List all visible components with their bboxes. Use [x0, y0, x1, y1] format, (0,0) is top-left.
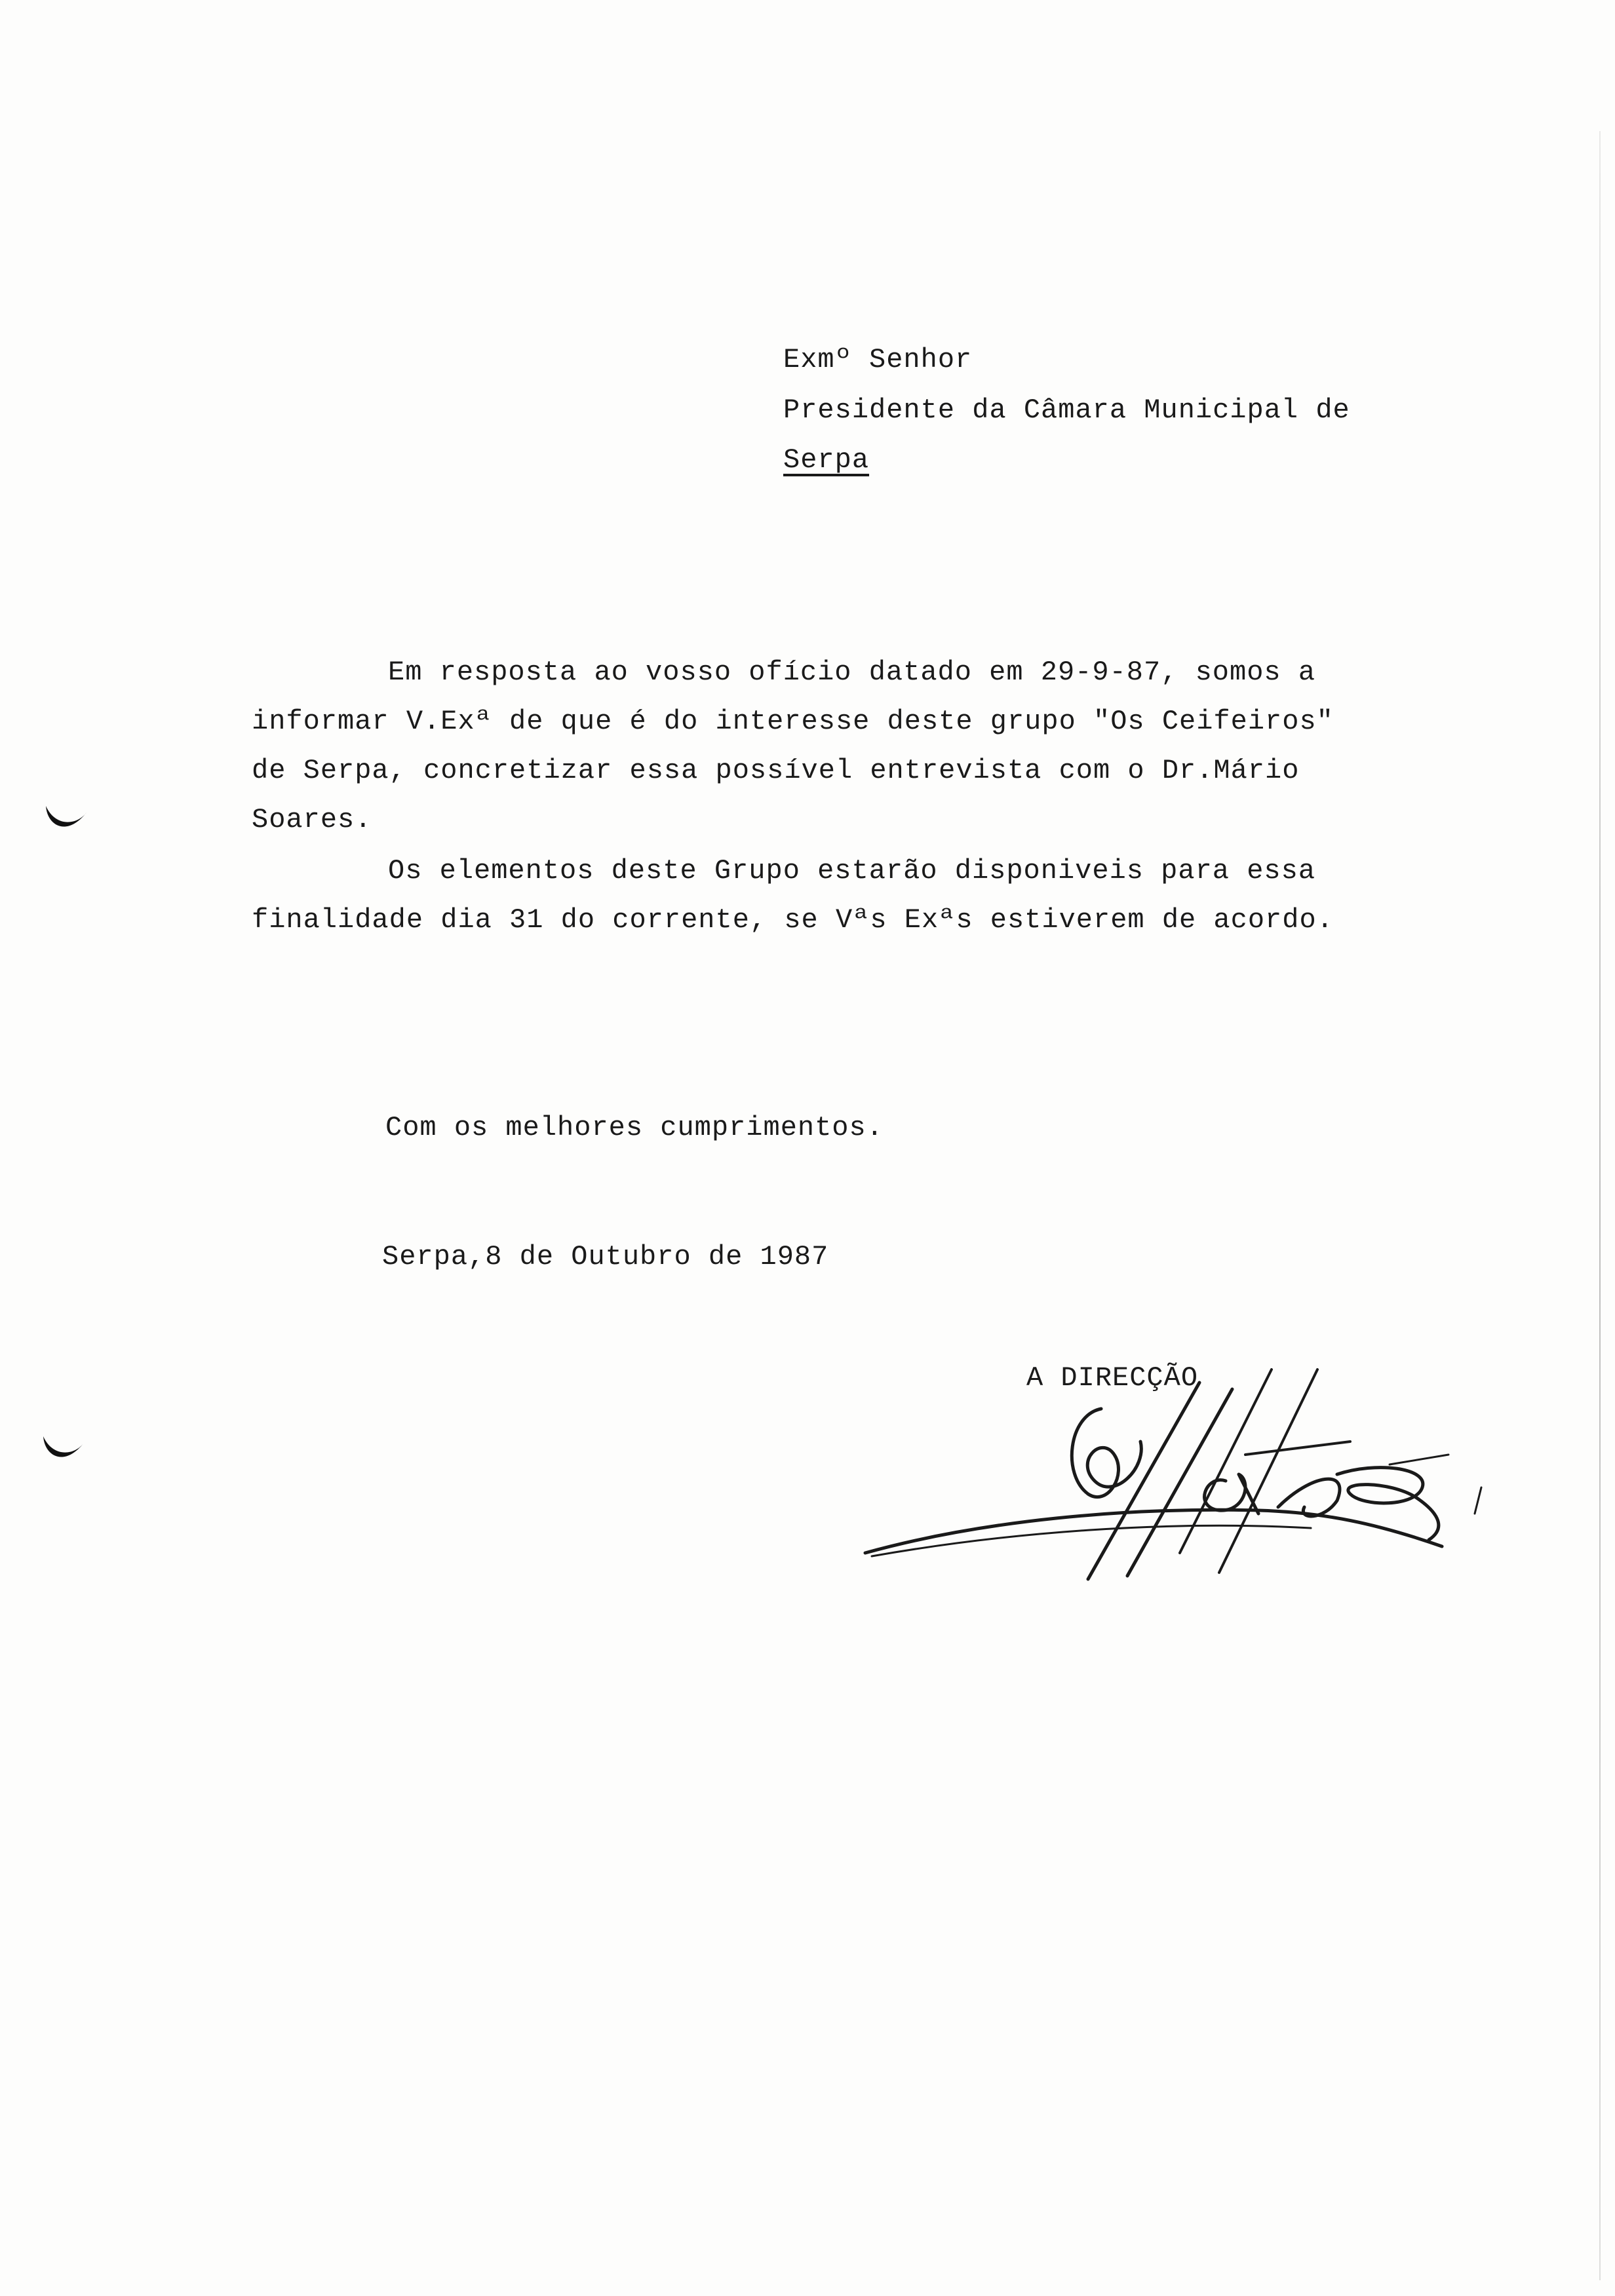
punch-hole-mark-icon [38, 1430, 90, 1469]
page-edge-shadow [1599, 131, 1601, 2280]
body-paragraph-2-line-2: finalidade dia 31 do corrente, se Vªs Exªs estiverem de acordo. [252, 904, 1334, 936]
body-paragraph-1-line-4: Soares. [252, 804, 372, 835]
signatory-label: A DIRECÇÃO [1026, 1362, 1199, 1394]
body-paragraph-1-line-3: de Serpa, concretizar essa possível entrevista com o Dr.Mário [252, 755, 1300, 786]
body-paragraph-1-line-2: informar V.Exª de que é do interesse deste grupo "Os Ceifeiros" [252, 706, 1334, 737]
date-line: Serpa,8 de Outubro de 1987 [382, 1241, 829, 1272]
recipient-salutation: Exmº Senhor [783, 344, 973, 375]
body-paragraph-2-line-1: Os elementos deste Grupo estarão disponiveis para essa [388, 855, 1316, 887]
body-paragraph-1-line-1: Em resposta ao vosso ofício datado em 29-9-87, somos a [388, 657, 1316, 688]
punch-hole-mark-icon [41, 799, 93, 839]
signature-icon [852, 1356, 1494, 1592]
recipient-place: Serpa [783, 444, 870, 476]
recipient-title: Presidente da Câmara Municipal de [783, 394, 1350, 426]
closing-greeting: Com os melhores cumprimentos. [385, 1112, 884, 1143]
